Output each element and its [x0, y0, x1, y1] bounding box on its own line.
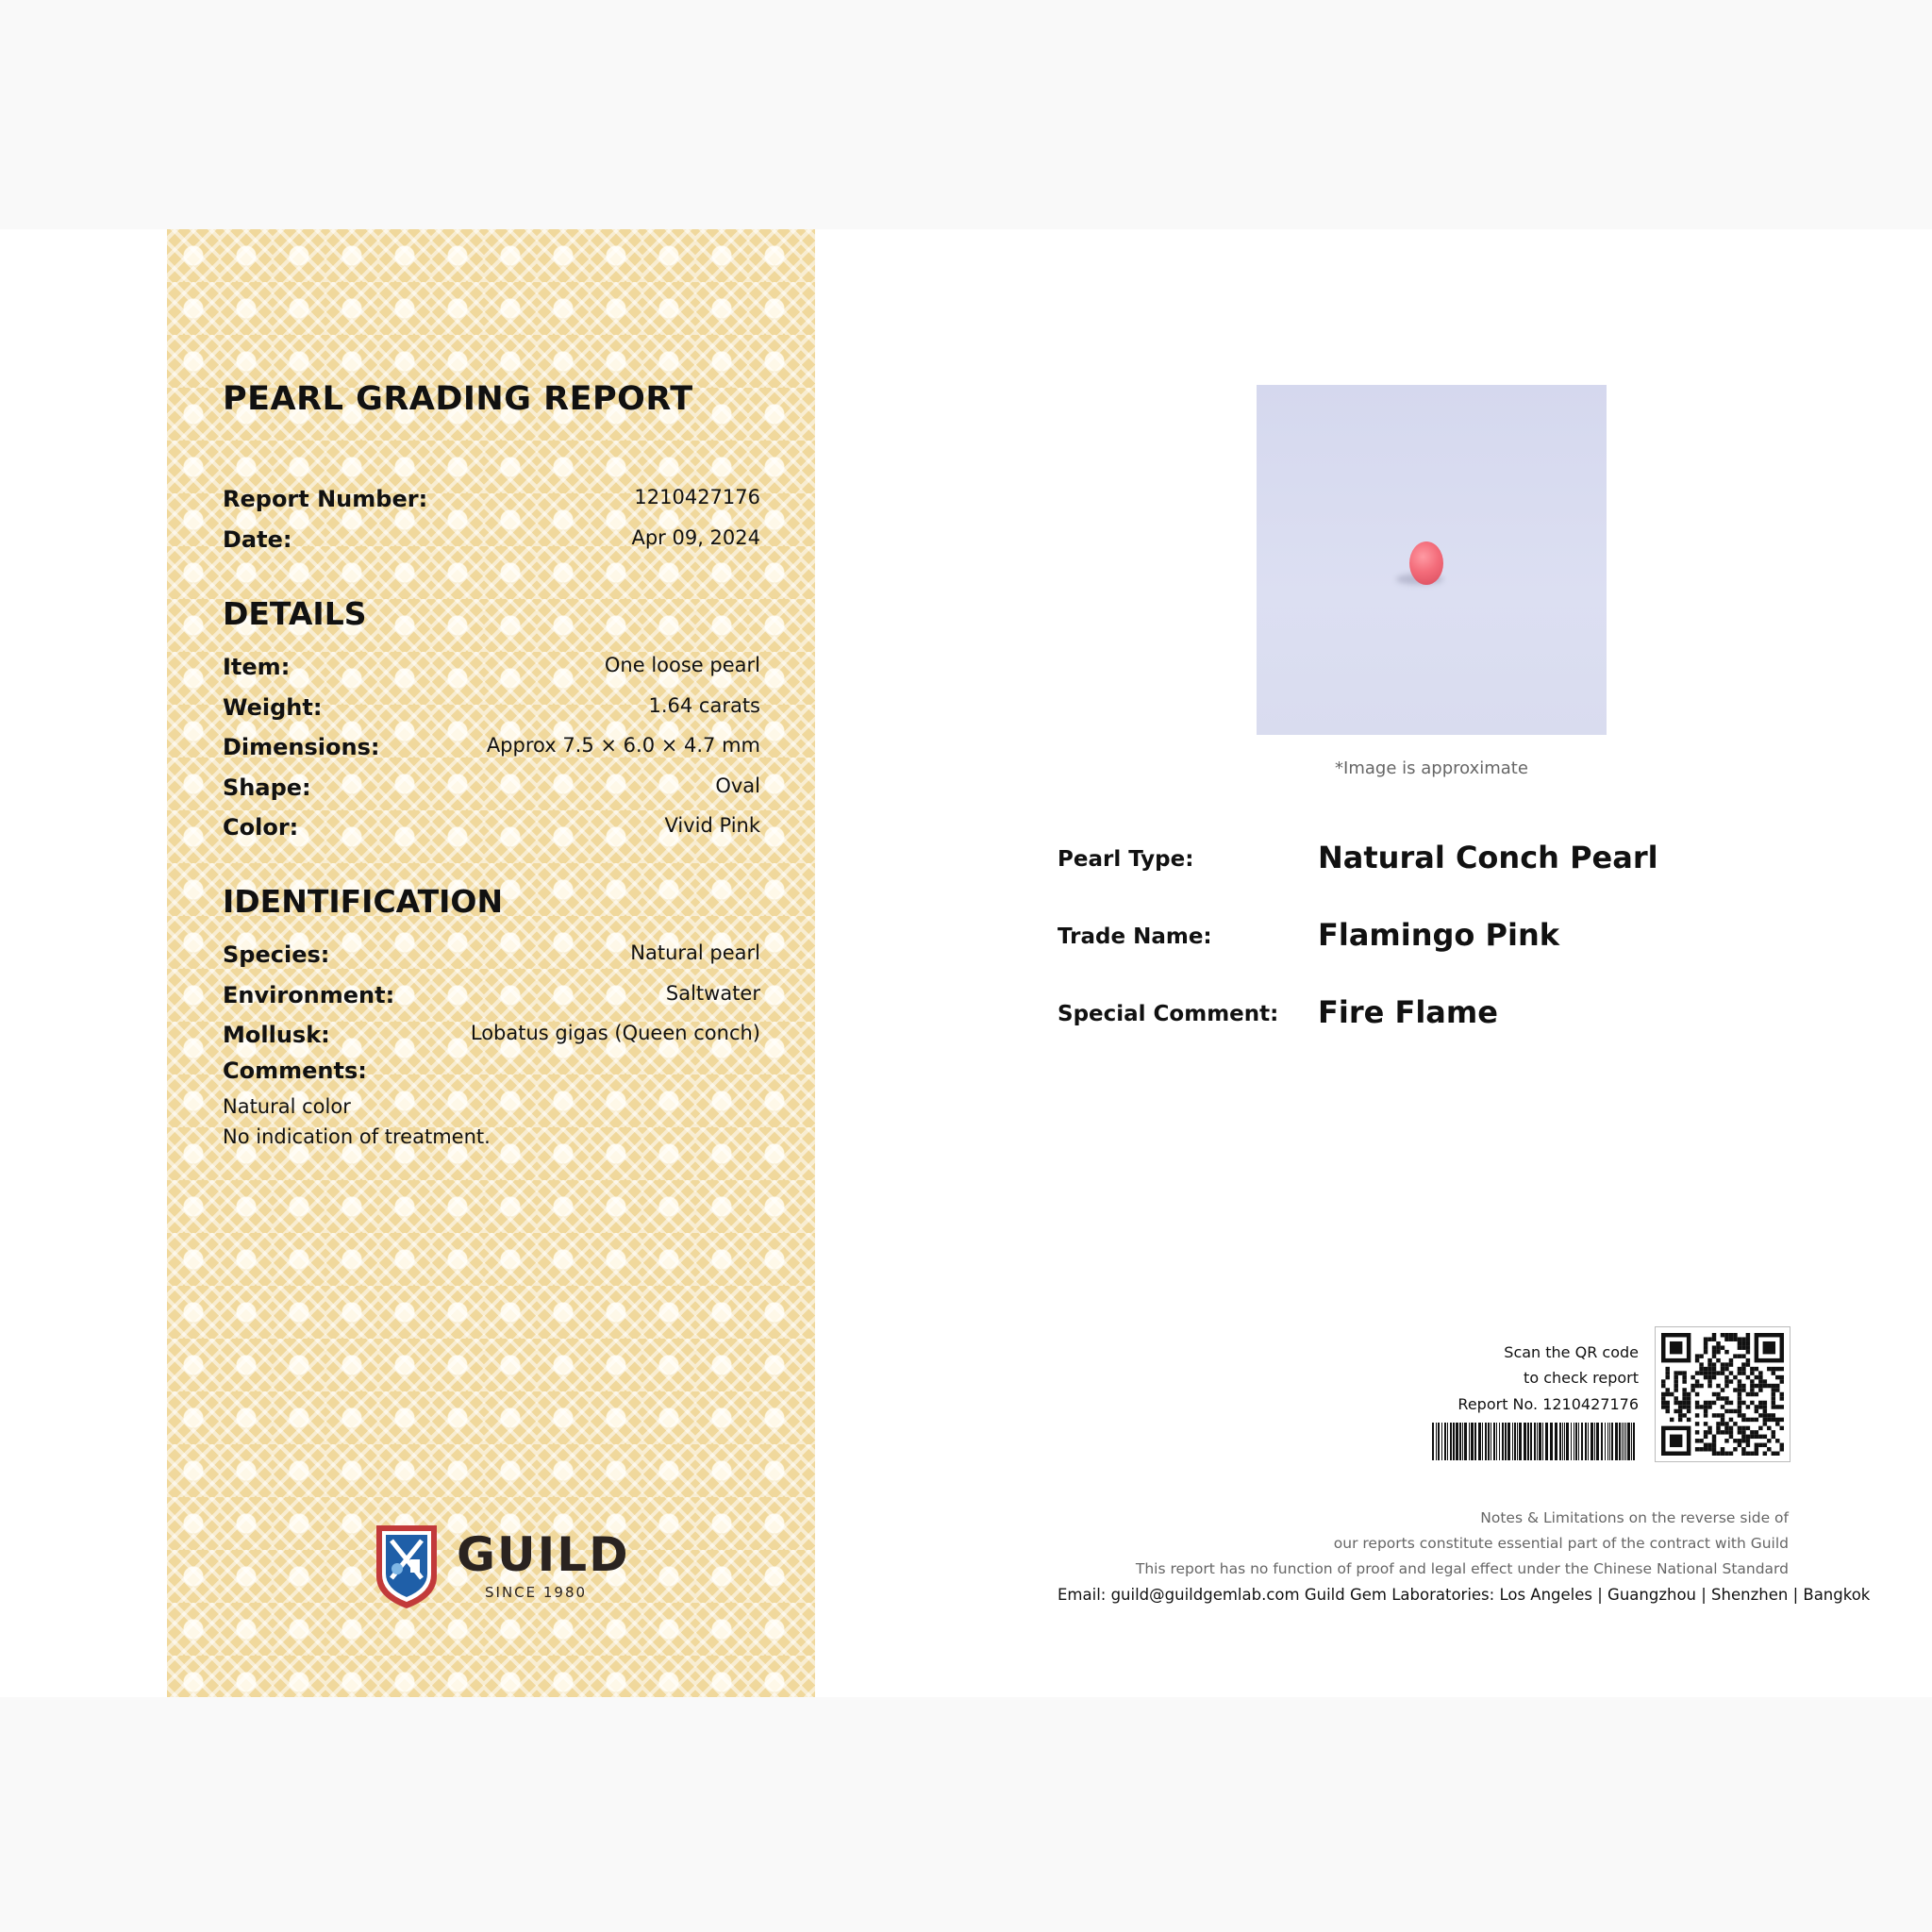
identification-label: Environment: [223, 982, 395, 1008]
detail-row-item [223, 642, 760, 680]
detail-value: Vivid Pink [664, 814, 760, 837]
trade-name-label: Trade Name: [1058, 924, 1212, 949]
barcode-icon[interactable] [1432, 1423, 1638, 1460]
pearl-photo [1257, 385, 1607, 735]
detail-row-color [223, 803, 760, 841]
identification-row-species [223, 930, 760, 968]
report-summary-panel [167, 229, 815, 1697]
identification-label: Mollusk: [223, 1022, 330, 1048]
notes-line: our reports constitute essential part of the contract with Guild [1333, 1535, 1789, 1552]
detail-value: One loose pearl [604, 654, 760, 676]
shield-icon [373, 1522, 441, 1610]
identification-heading: IDENTIFICATION [223, 883, 504, 920]
detail-label: Dimensions: [223, 734, 380, 760]
date-row [223, 515, 760, 553]
detail-label: Weight: [223, 694, 323, 721]
detail-label: Item: [223, 654, 291, 680]
detail-row-dimensions [223, 723, 760, 760]
qr-instruction-line2: to check report [1524, 1369, 1639, 1387]
qr-code-icon [1661, 1333, 1784, 1456]
special-comment-label: Special Comment: [1058, 1002, 1279, 1026]
special-comment-value: Fire Flame [1318, 994, 1498, 1030]
identification-value: Natural pearl [630, 941, 760, 964]
comments-label: Comments: [223, 1058, 367, 1084]
grading-report [0, 229, 1932, 1697]
detail-value: Oval [715, 774, 760, 797]
notes-line: Notes & Limitations on the reverse side of [1480, 1509, 1789, 1526]
qr-code[interactable] [1655, 1326, 1790, 1462]
identification-value: Saltwater [665, 982, 760, 1005]
pearl-type-label: Pearl Type: [1058, 847, 1194, 872]
notes-line: This report has no function of proof and legal effect under the Chinese National Standard [1135, 1560, 1789, 1577]
pearl-type-value: Natural Conch Pearl [1318, 840, 1658, 875]
detail-label: Shape: [223, 774, 311, 801]
comment-line: No indication of treatment. [223, 1125, 491, 1148]
qr-report-number: Report No. 1210427176 [1457, 1395, 1639, 1413]
guild-logo [373, 1522, 630, 1616]
detail-row-weight [223, 683, 760, 721]
identification-row-mollusk [223, 1010, 760, 1048]
report-number-value: 1210427176 [634, 486, 760, 508]
report-title: PEARL GRADING REPORT [223, 380, 693, 418]
logo-since: SINCE 1980 [485, 1584, 588, 1601]
report-number-label: Report Number: [223, 486, 428, 512]
footer-contact: Email: guild@guildgemlab.com Guild Gem Laboratories: Los Angeles | Guangzhou | Shenzhen | Bangkok [1058, 1586, 1871, 1604]
trade-name-value: Flamingo Pink [1318, 917, 1560, 953]
detail-label: Color: [223, 814, 299, 841]
comment-line: Natural color [223, 1095, 351, 1118]
photo-caption: *Image is approximate [1335, 758, 1528, 778]
identification-row-environment [223, 971, 760, 1008]
detail-row-shape [223, 763, 760, 801]
identification-label: Species: [223, 941, 330, 968]
date-value: Apr 09, 2024 [631, 526, 760, 549]
pearl-image [1409, 541, 1443, 585]
detail-value: Approx 7.5 × 6.0 × 4.7 mm [486, 734, 760, 757]
date-label: Date: [223, 526, 292, 553]
identification-value: Lobatus gigas (Queen conch) [470, 1022, 760, 1044]
qr-instruction-line1: Scan the QR code [1504, 1343, 1639, 1361]
report-number-row [223, 475, 760, 512]
logo-name: GUILD [457, 1527, 630, 1582]
detail-value: 1.64 carats [648, 694, 760, 717]
details-heading: DETAILS [223, 595, 367, 632]
